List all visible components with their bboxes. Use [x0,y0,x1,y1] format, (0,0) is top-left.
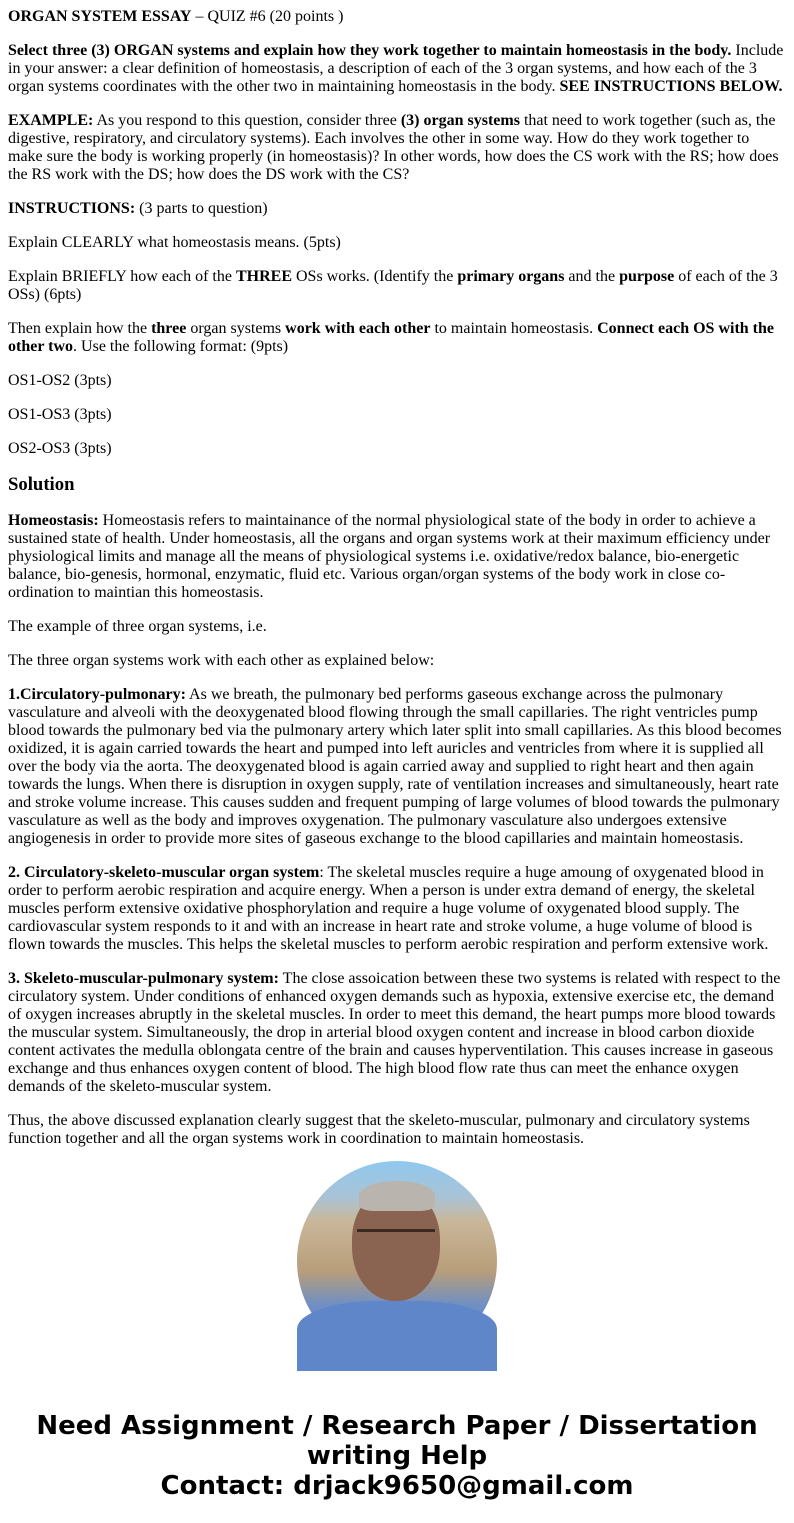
quiz-title: ORGAN SYSTEM ESSAY – QUIZ #6 (20 points ) [8,8,344,25]
instruction-part-1: Explain CLEARLY what homeostasis means. (5pts) [8,234,341,251]
circulatory-pulmonary-paragraph: 1.Circulatory-pulmonary: As we breath, the pulmonary bed performs gaseous exchange across the pulmonary vasculature and alveoli with the deoxygenated blood flowing through the small capillaries. The right ventricles pump blood towards the pulmonary bed via the pulmonary artery which later split into small capillaries. As this blood becomes oxidized, it is again carried towards the heart and pumped into left auricles and ventricles from where it is supplied all over the body via the aorta. The deoxygenated blood is again carried away and supplied to right heart and then again towards the lungs. When there is disruption in oxygen supply, rate of ventilation increases and simultaneously, heart rate and stroke volume increase. This causes sudden and frequent pumping of large volumes of blood towards the pulmonary vasculature as well as the body and improves oxygenation. The pulmonary vasculature also undergoes extensive angiogenesis in order to provide more sites of gaseous exchange to the blood capillaries and maintain homeostasis. [8,686,782,847]
document-body [8,8,786,1147]
instructions-heading: INSTRUCTIONS: (3 parts to question) [8,200,268,217]
instruction-part-3: Then explain how the three organ systems work with each other to maintain homeostasis. Connect each OS with the other two. Use the following format: (9pts) [8,320,774,355]
contact-banner [0,1411,794,1501]
example-line: The example of three organ systems, i.e. [8,618,267,635]
conclusion-paragraph: Thus, the above discussed explanation clearly suggest that the skeleto-muscular, pulmonary and circulatory systems function together and all the organ systems work in coordination to maintain homeostasis. [8,1112,750,1147]
os-item: OS1-OS2 (3pts) [8,372,112,389]
contact-line: Contact: drjack9650@gmail.com [160,1471,634,1501]
example-paragraph: EXAMPLE: As you respond to this question, consider three (3) organ systems that need to work together (such as, the digestive, respiratory, and circulatory systems). Each involves the other in some way. How do they work together to make sure the body is working properly (in homeostasis)? In other words, how does the CS work with the RS; how does the RS work with the DS; how does the DS work with the CS? [8,112,779,183]
author-photo-container [0,1161,794,1361]
author-avatar [297,1161,497,1361]
quiz-prompt: Select three (3) ORGAN systems and explain how they work together to maintain homeostasis in the body. Include in your answer: a clear definition of homeostasis, a description of each of the 3 organ systems, and how each of the 3 organ systems coordinates with the other two in maintaining homeostasis in the body. SEE INSTRUCTIONS BELOW. [8,42,784,95]
solution-heading: Solution [8,474,75,495]
os-item: OS2-OS3 (3pts) [8,440,112,457]
skeletomuscular-pulmonary-paragraph: 3. Skeleto-muscular-pulmonary system: The close assoication between these two systems is related with respect to the circulatory system. Under conditions of enhanced oxygen demands such as hypoxia, extensive exercise etc, the demand of oxygen increases abruptly in the skeletal muscles. In order to meet this demand, the heart pumps more blood towards the muscular system. Simultaneously, the drop in arterial blood oxygen content and increase in blood carbon dioxide content activates the medulla oblongata centre of the brain and causes hyperventilation. This causes increase in gaseous exchange and thus enhances oxygen content of blood. The high blood flow rate thus can meet the enhance oxygen demands of the skeleto-muscular system. [8,970,781,1095]
instruction-part-2: Explain BRIEFLY how each of the THREE OSs works. (Identify the primary organs and the purpose of each of the 3 OSs) (6pts) [8,268,778,303]
intro-line: The three organ systems work with each other as explained below: [8,652,435,669]
os-item: OS1-OS3 (3pts) [8,406,112,423]
help-line: Need Assignment / Research Paper / Dissertation writing Help [36,1411,758,1471]
homeostasis-paragraph: Homeostasis: Homeostasis refers to maintainance of the normal physiological state of the body in order to achieve a sustained state of health. Under homeostasis, all the organs and organ systems work at their maximum efficiency under physiological limits and manage all the means of physiological systems i.e. oxidative/redox balance, bio-energetic balance, bio-genesis, hormonal, enzymatic, fluid etc. Various organ/organ systems of the body work in close co-ordination to maintian this homeostasis. [8,512,771,601]
circulatory-skeletomuscular-paragraph: 2. Circulatory-skeleto-muscular organ system: The skeletal muscles require a huge amoung of oxygenated blood in order to perform aerobic respiration and acquire energy. When a person is under extra demand of energy, the skeletal muscles perform extensive oxidative phosphorylation and require a huge volume of oxygenated blood supply. The cardiovascular system responds to it and with an increase in heart rate and stroke volume, a huge volume of blood is flown towards the muscles. This helps the skeletal muscles to perform aerobic respiration and perform extensive work. [8,864,769,953]
